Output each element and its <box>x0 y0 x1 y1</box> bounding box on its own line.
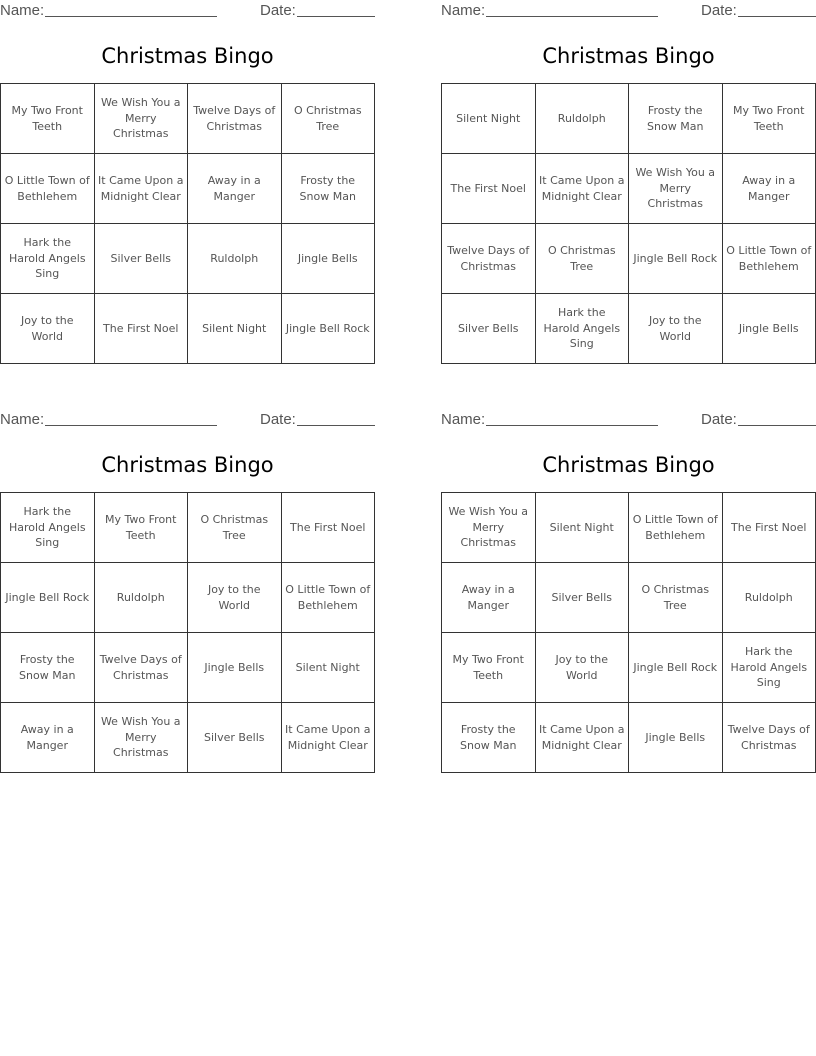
card-title: Christmas Bingo <box>542 44 715 68</box>
bingo-cell: Silent Night <box>442 84 536 154</box>
bingo-cell: My Two Front Teeth <box>442 633 536 703</box>
bingo-cell: Jingle Bells <box>722 294 816 364</box>
bingo-cell: O Little Town of Bethlehem <box>722 224 816 294</box>
grid-row <box>1 563 375 633</box>
bingo-cell: We Wish You a Merry Christmas <box>629 154 723 224</box>
name-label: Name: <box>0 411 45 428</box>
bingo-cell: Joy to the World <box>1 294 95 364</box>
date-label: Date: <box>701 2 737 19</box>
bingo-cell: O Christmas Tree <box>535 224 629 294</box>
bingo-cell: Jingle Bell Rock <box>629 633 723 703</box>
bingo-cell: The First Noel <box>94 294 188 364</box>
name-field[interactable] <box>486 425 658 426</box>
bingo-cell: Silver Bells <box>535 563 629 633</box>
bingo-cell: Jingle Bell Rock <box>281 294 375 364</box>
grid-row <box>442 633 816 703</box>
bingo-grid <box>441 492 816 773</box>
bingo-cell: O Christmas Tree <box>188 493 282 563</box>
card-title: Christmas Bingo <box>101 453 274 477</box>
bingo-grid <box>0 492 375 773</box>
date-field[interactable] <box>297 425 375 426</box>
bingo-cell: O Little Town of Bethlehem <box>629 493 723 563</box>
date-label: Date: <box>701 411 737 428</box>
bingo-card-2 <box>441 0 816 364</box>
bingo-cell: Jingle Bell Rock <box>1 563 95 633</box>
date-label: Date: <box>260 2 296 19</box>
bingo-cell: O Christmas Tree <box>629 563 723 633</box>
bingo-cell: Frosty the Snow Man <box>442 703 536 773</box>
bingo-cell: Away in a Manger <box>442 563 536 633</box>
bingo-cell: My Two Front Teeth <box>94 493 188 563</box>
bingo-cell: Ruldolph <box>722 563 816 633</box>
bingo-grid <box>0 83 375 364</box>
bingo-cell: Silver Bells <box>188 703 282 773</box>
date-field[interactable] <box>297 16 375 17</box>
grid-row <box>1 154 375 224</box>
bingo-cell: Joy to the World <box>535 633 629 703</box>
bingo-cell: Ruldolph <box>535 84 629 154</box>
bingo-cell: Away in a Manger <box>1 703 95 773</box>
bingo-cell: It Came Upon a Midnight Clear <box>535 703 629 773</box>
bingo-cell: My Two Front Teeth <box>722 84 816 154</box>
bingo-cell: Frosty the Snow Man <box>281 154 375 224</box>
bingo-card-3 <box>0 409 375 773</box>
bingo-cell: Silver Bells <box>442 294 536 364</box>
bingo-cell: Jingle Bells <box>188 633 282 703</box>
bingo-cell: Silent Night <box>281 633 375 703</box>
bingo-cell: It Came Upon a Midnight Clear <box>281 703 375 773</box>
bingo-cell: Joy to the World <box>188 563 282 633</box>
bingo-cell: Hark the Harold Angels Sing <box>1 224 95 294</box>
bingo-cell: Frosty the Snow Man <box>1 633 95 703</box>
bingo-cell: Joy to the World <box>629 294 723 364</box>
bingo-cell: O Christmas Tree <box>281 84 375 154</box>
grid-row <box>442 703 816 773</box>
bingo-card-4 <box>441 409 816 773</box>
grid-row <box>1 633 375 703</box>
name-label: Name: <box>441 2 486 19</box>
date-field[interactable] <box>738 16 816 17</box>
bingo-cell: We Wish You a Merry Christmas <box>94 84 188 154</box>
grid-row <box>1 703 375 773</box>
grid-row <box>1 294 375 364</box>
name-field[interactable] <box>45 425 217 426</box>
bingo-cell: Jingle Bell Rock <box>629 224 723 294</box>
bingo-cell: The First Noel <box>281 493 375 563</box>
bingo-cell: Jingle Bells <box>629 703 723 773</box>
bingo-cell: Silent Night <box>188 294 282 364</box>
grid-row <box>442 84 816 154</box>
date-label: Date: <box>260 411 296 428</box>
bingo-cell: Frosty the Snow Man <box>629 84 723 154</box>
bingo-cell: We Wish You a Merry Christmas <box>442 493 536 563</box>
bingo-card-1 <box>0 0 375 364</box>
grid-row <box>1 493 375 563</box>
grid-row <box>442 563 816 633</box>
card-title: Christmas Bingo <box>542 453 715 477</box>
bingo-cell: Away in a Manger <box>722 154 816 224</box>
bingo-cell: O Little Town of Bethlehem <box>281 563 375 633</box>
bingo-cell: Hark the Harold Angels Sing <box>535 294 629 364</box>
bingo-grid <box>441 83 816 364</box>
bingo-cell: We Wish You a Merry Christmas <box>94 703 188 773</box>
card-header <box>0 409 375 431</box>
bingo-cell: It Came Upon a Midnight Clear <box>94 154 188 224</box>
name-field[interactable] <box>45 16 217 17</box>
name-field[interactable] <box>486 16 658 17</box>
bingo-cell: Twelve Days of Christmas <box>188 84 282 154</box>
grid-row <box>442 224 816 294</box>
grid-row <box>442 154 816 224</box>
grid-row <box>1 224 375 294</box>
card-header <box>441 0 816 22</box>
bingo-cell: Twelve Days of Christmas <box>94 633 188 703</box>
bingo-cell: My Two Front Teeth <box>1 84 95 154</box>
grid-row <box>1 84 375 154</box>
name-label: Name: <box>0 2 45 19</box>
card-header <box>0 0 375 22</box>
bingo-cell: Twelve Days of Christmas <box>722 703 816 773</box>
bingo-cell: The First Noel <box>442 154 536 224</box>
name-label: Name: <box>441 411 486 428</box>
bingo-cell: Silver Bells <box>94 224 188 294</box>
grid-row <box>442 493 816 563</box>
bingo-cell: Away in a Manger <box>188 154 282 224</box>
bingo-cell: Hark the Harold Angels Sing <box>1 493 95 563</box>
bingo-cell: Silent Night <box>535 493 629 563</box>
grid-row <box>442 294 816 364</box>
bingo-cell: The First Noel <box>722 493 816 563</box>
bingo-cell: Jingle Bells <box>281 224 375 294</box>
bingo-cell: Ruldolph <box>94 563 188 633</box>
bingo-cell: It Came Upon a Midnight Clear <box>535 154 629 224</box>
bingo-cell: Ruldolph <box>188 224 282 294</box>
date-field[interactable] <box>738 425 816 426</box>
card-title: Christmas Bingo <box>101 44 274 68</box>
bingo-cell: O Little Town of Bethlehem <box>1 154 95 224</box>
card-header <box>441 409 816 431</box>
bingo-cell: Twelve Days of Christmas <box>442 224 536 294</box>
bingo-cell: Hark the Harold Angels Sing <box>722 633 816 703</box>
